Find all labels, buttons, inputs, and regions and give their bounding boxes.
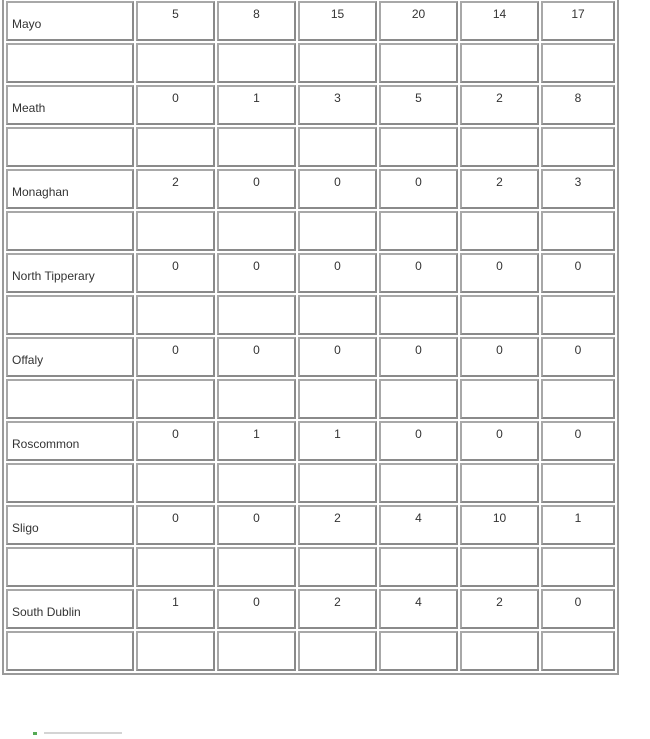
value-cell: 5	[379, 85, 458, 125]
value-cell: 0	[379, 169, 458, 209]
cut-off-link[interactable]	[44, 732, 122, 734]
empty-cell	[6, 295, 134, 335]
empty-cell	[217, 631, 296, 671]
value-cell: 1	[217, 85, 296, 125]
empty-cell	[379, 43, 458, 83]
empty-cell	[217, 127, 296, 167]
table-body	[6, 1, 615, 671]
value-cell: 2	[460, 169, 539, 209]
empty-cell	[541, 631, 615, 671]
value-cell: 0	[217, 589, 296, 629]
empty-cell	[379, 127, 458, 167]
empty-cell	[541, 211, 615, 251]
value-cell: 0	[379, 253, 458, 293]
spacer-row	[6, 631, 615, 671]
bullet-icon	[33, 732, 37, 735]
empty-cell	[460, 295, 539, 335]
empty-cell	[136, 631, 215, 671]
empty-cell	[379, 379, 458, 419]
county-name-cell: Monaghan	[6, 169, 134, 209]
empty-cell	[541, 379, 615, 419]
spacer-row	[6, 379, 615, 419]
value-cell: 0	[298, 253, 377, 293]
empty-cell	[379, 547, 458, 587]
empty-cell	[298, 547, 377, 587]
value-cell: 3	[298, 85, 377, 125]
spacer-row	[6, 211, 615, 251]
empty-cell	[541, 295, 615, 335]
empty-cell	[298, 43, 377, 83]
value-cell: 0	[136, 421, 215, 461]
empty-cell	[217, 43, 296, 83]
value-cell: 2	[460, 85, 539, 125]
table-row	[6, 253, 615, 293]
empty-cell	[6, 631, 134, 671]
value-cell: 0	[217, 169, 296, 209]
value-cell: 0	[136, 337, 215, 377]
value-cell: 0	[541, 337, 615, 377]
empty-cell	[136, 547, 215, 587]
empty-cell	[6, 463, 134, 503]
value-cell: 2	[298, 505, 377, 545]
empty-cell	[379, 631, 458, 671]
value-cell: 8	[217, 1, 296, 41]
empty-cell	[460, 43, 539, 83]
table-row	[6, 337, 615, 377]
empty-cell	[217, 211, 296, 251]
spacer-row	[6, 43, 615, 83]
value-cell: 1	[136, 589, 215, 629]
table-row	[6, 505, 615, 545]
value-cell: 0	[379, 337, 458, 377]
empty-cell	[541, 127, 615, 167]
empty-cell	[379, 295, 458, 335]
empty-cell	[460, 211, 539, 251]
value-cell: 0	[298, 169, 377, 209]
value-cell: 5	[136, 1, 215, 41]
empty-cell	[136, 127, 215, 167]
table-row	[6, 589, 615, 629]
empty-cell	[460, 547, 539, 587]
spacer-row	[6, 463, 615, 503]
empty-cell	[136, 43, 215, 83]
value-cell: 0	[541, 589, 615, 629]
value-cell: 1	[298, 421, 377, 461]
county-name-cell: Offaly	[6, 337, 134, 377]
spacer-row	[6, 547, 615, 587]
value-cell: 0	[541, 253, 615, 293]
value-cell: 1	[217, 421, 296, 461]
value-cell: 0	[136, 253, 215, 293]
spacer-row	[6, 295, 615, 335]
empty-cell	[541, 43, 615, 83]
value-cell: 3	[541, 169, 615, 209]
county-data-table	[2, 0, 619, 675]
empty-cell	[136, 463, 215, 503]
table-row	[6, 1, 615, 41]
value-cell: 2	[136, 169, 215, 209]
value-cell: 0	[136, 85, 215, 125]
empty-cell	[136, 295, 215, 335]
value-cell: 1	[541, 505, 615, 545]
value-cell: 4	[379, 505, 458, 545]
value-cell: 0	[217, 337, 296, 377]
value-cell: 0	[460, 253, 539, 293]
table-row	[6, 85, 615, 125]
empty-cell	[6, 43, 134, 83]
value-cell: 0	[217, 505, 296, 545]
empty-cell	[541, 547, 615, 587]
empty-cell	[460, 379, 539, 419]
county-name-cell: South Dublin	[6, 589, 134, 629]
value-cell: 0	[460, 421, 539, 461]
empty-cell	[6, 379, 134, 419]
value-cell: 0	[379, 421, 458, 461]
value-cell: 0	[541, 421, 615, 461]
value-cell: 4	[379, 589, 458, 629]
county-name-cell: Sligo	[6, 505, 134, 545]
county-name-cell: North Tipperary	[6, 253, 134, 293]
spacer-row	[6, 127, 615, 167]
value-cell: 0	[298, 337, 377, 377]
empty-cell	[379, 211, 458, 251]
county-name-cell: Meath	[6, 85, 134, 125]
value-cell: 2	[460, 589, 539, 629]
empty-cell	[136, 379, 215, 419]
empty-cell	[136, 211, 215, 251]
empty-cell	[298, 631, 377, 671]
empty-cell	[298, 127, 377, 167]
empty-cell	[460, 127, 539, 167]
value-cell: 2	[298, 589, 377, 629]
empty-cell	[298, 463, 377, 503]
table-row	[6, 421, 615, 461]
table-row	[6, 169, 615, 209]
empty-cell	[6, 127, 134, 167]
value-cell: 0	[460, 337, 539, 377]
empty-cell	[460, 631, 539, 671]
empty-cell	[298, 379, 377, 419]
value-cell: 8	[541, 85, 615, 125]
empty-cell	[6, 211, 134, 251]
value-cell: 17	[541, 1, 615, 41]
value-cell: 15	[298, 1, 377, 41]
empty-cell	[217, 379, 296, 419]
value-cell: 20	[379, 1, 458, 41]
empty-cell	[298, 211, 377, 251]
value-cell: 14	[460, 1, 539, 41]
empty-cell	[379, 463, 458, 503]
value-cell: 0	[217, 253, 296, 293]
empty-cell	[217, 295, 296, 335]
empty-cell	[6, 547, 134, 587]
value-cell: 0	[136, 505, 215, 545]
empty-cell	[541, 463, 615, 503]
empty-cell	[217, 547, 296, 587]
county-name-cell: Mayo	[6, 1, 134, 41]
county-name-cell: Roscommon	[6, 421, 134, 461]
empty-cell	[460, 463, 539, 503]
empty-cell	[298, 295, 377, 335]
value-cell: 10	[460, 505, 539, 545]
empty-cell	[217, 463, 296, 503]
